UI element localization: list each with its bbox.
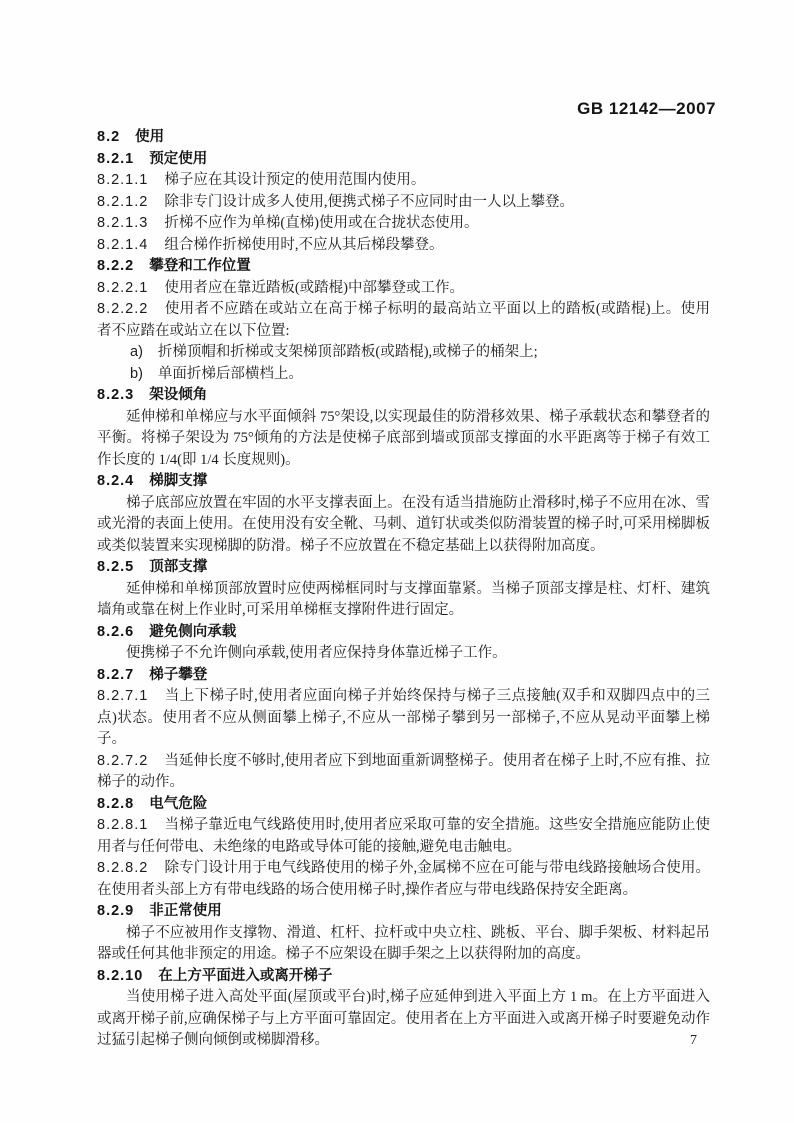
clause-text: 组合梯作折梯使用时,不应从其后梯段攀登。	[164, 236, 444, 253]
clause-paragraph	[97, 170, 710, 192]
clause-paragraph	[97, 858, 710, 901]
clause-text: 使用者应在靠近踏板(或踏棍)中部攀登或工作。	[164, 279, 464, 296]
section-number: 8.2.7	[97, 666, 135, 683]
section-title: 梯脚支撑	[149, 473, 208, 489]
body-paragraph: 延伸梯和单梯顶部放置时应使两梯框同时与支撑面靠紧。当梯子顶部支撑是柱、灯杆、建筑墙角或靠在树上作业时,可采用单梯框支撑附件进行固定。	[97, 580, 710, 618]
body-paragraph: 延伸梯和单梯应与水平面倾斜 75°架设,以实现最佳的防滑移效果、梯子承载状态和攀登者的平衡。将梯子架设为 75°倾角的方法是使梯子底部到墙或顶部支撑面的水平距离等于梯子有效工作长度的 1/4(即 1/4 长度规则)。	[97, 408, 710, 468]
section-heading	[97, 966, 710, 988]
section-heading	[97, 256, 710, 278]
section-number: 8.2.3	[97, 387, 135, 403]
page-number: 7	[690, 1033, 697, 1048]
clause-paragraph	[97, 278, 710, 300]
list-item	[97, 342, 710, 364]
section-number: 8.2.2	[97, 258, 135, 274]
body-paragraph: 梯子不应被用作支撑物、滑道、杠杆、拉杆或中央立柱、跳板、平台、脚手架板、材料起吊器或任何其他非预定的用途。梯子不应架设在脚手架之上以获得附加的高度。	[97, 924, 710, 962]
clause-text: 除专门设计用于电气线路使用的梯子外,金属梯不应在可能与带电线路接触场合使用。在使用者头部上方有带电线路的场合使用梯子时,操作者应与带电线路保持安全距离。	[97, 860, 710, 898]
section-number: 8.2.4	[97, 473, 135, 489]
section-heading	[97, 794, 710, 816]
clause-text: 除非专门设计成多人使用,便携式梯子不应同时由一人以上攀登。	[164, 193, 574, 210]
section-heading	[97, 557, 710, 579]
section-heading	[97, 385, 710, 407]
document-body	[97, 127, 710, 1052]
clause-text: 当延伸长度不够时,使用者应下到地面重新调整梯子。使用者在梯子上时,不应有推、拉梯子的动作。	[97, 752, 710, 790]
section-title: 非正常使用	[149, 903, 222, 919]
body-paragraph: 梯子底部应放置在牢固的水平支撑表面上。在没有适当措施防止滑移时,梯子不应用在冰、雪或光滑的表面上使用。在使用没有安全靴、马刺、道钉状或类似防滑装置的梯子时,可采用梯脚板或类似装置来实现梯脚的防滑。梯子不应放置在不稳定基础上以获得附加高度。	[97, 494, 710, 554]
section-heading	[97, 665, 710, 687]
clause-number: 8.2.1.4	[97, 236, 149, 253]
clause-number: 8.2.8.2	[97, 860, 149, 876]
clause-number: 8.2.7.2	[97, 752, 149, 769]
section-heading	[97, 149, 710, 171]
clause-text: 使用者不应踏在或站立在高于梯子标明的最高站立平面以上的踏板(或踏棍)上。使用者不应踏在或站立在以下位置:	[97, 301, 710, 339]
section-number: 8.2.1	[97, 150, 135, 167]
body-paragraph: 当使用梯子进入高处平面(屋顶或平台)时,梯子应延伸到进入平面上方 1 m。在上方平面进入或离开梯子前,应确保梯子与上方平面可靠固定。使用者在上方平面进入或离开梯子时要避免动作过猛引起梯子侧向倾倒或梯脚滑移。	[97, 989, 710, 1048]
clause-paragraph	[97, 815, 710, 858]
clause-number: 8.2.2.1	[97, 279, 149, 296]
section-title: 电气危险	[149, 795, 208, 812]
section-number: 8.2.5	[97, 559, 135, 575]
list-item-marker: b)	[130, 365, 143, 382]
section-title: 在上方平面进入或离开梯子	[158, 967, 333, 984]
section-number: 8.2.9	[97, 903, 135, 919]
section-heading	[97, 127, 710, 149]
clause-text: 梯子应在其设计预定的使用范围内使用。	[164, 172, 426, 188]
clause-paragraph	[97, 213, 710, 235]
clause-paragraph	[97, 192, 710, 214]
clause-number: 8.2.1.1	[97, 172, 149, 188]
section-title: 顶部支撑	[149, 559, 208, 575]
clause-paragraph	[97, 751, 710, 794]
section-heading	[97, 901, 710, 923]
clause-paragraph	[97, 235, 710, 257]
section-heading	[97, 622, 710, 644]
clause-number: 8.2.2.2	[97, 301, 149, 317]
section-title: 攀登和工作位置	[149, 258, 251, 274]
section-number: 8.2	[97, 129, 121, 145]
section-title: 架设倾角	[149, 387, 208, 403]
section-number: 8.2.8	[97, 795, 135, 812]
clause-paragraph	[97, 686, 710, 751]
clause-text: 折梯不应作为单梯(直梯)使用或在合拢状态使用。	[164, 215, 479, 231]
list-item-text: 单面折梯后部横档上。	[157, 365, 303, 382]
list-item-marker: a)	[130, 344, 143, 360]
clause-paragraph	[97, 299, 710, 342]
list-item-text: 折梯顶帽和折梯或支架梯顶部踏板(或踏棍),或梯子的桶架上;	[157, 344, 538, 360]
list-item	[97, 364, 710, 386]
section-heading	[97, 471, 710, 493]
standard-code-header: GB 12142—2007	[577, 99, 716, 118]
section-title: 预定使用	[149, 150, 208, 167]
clause-text: 当梯子靠近电气线路使用时,使用者应采取可靠的安全措施。这些安全措施应能防止使用者与任何带电、未绝缘的电路或导体可能的接触,避免电击触电。	[97, 817, 710, 855]
section-title: 使用	[135, 129, 165, 145]
section-title: 梯子攀登	[149, 666, 208, 683]
body-paragraph: 便携梯子不允许侧向承载,使用者应保持身体靠近梯子工作。	[126, 645, 507, 661]
clause-number: 8.2.1.2	[97, 193, 149, 210]
clause-number: 8.2.8.1	[97, 817, 149, 833]
section-number: 8.2.6	[97, 623, 135, 640]
section-title: 避免侧向承载	[149, 623, 237, 640]
clause-number: 8.2.1.3	[97, 215, 149, 231]
section-number: 8.2.10	[97, 967, 144, 984]
clause-text: 当上下梯子时,使用者应面向梯子并始终保持与梯子三点接触(双手和双脚四点中的三点)状态。使用者不应从侧面攀上梯子,不应从一部梯子攀到另一部梯子,不应从晃动平面攀上梯子。	[97, 688, 710, 747]
clause-number: 8.2.7.1	[97, 688, 149, 704]
